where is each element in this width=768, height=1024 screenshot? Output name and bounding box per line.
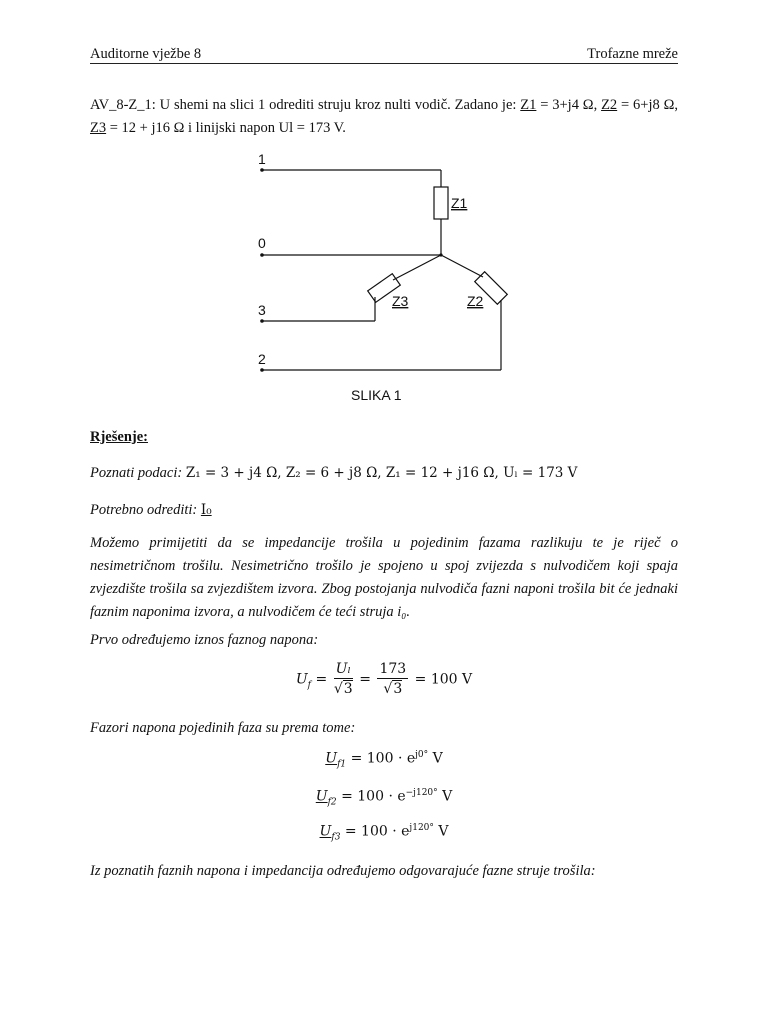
- fraction-1: $\frac{\text{Uₗ}}{√3}$: [333, 661, 353, 697]
- uf-symbol: U: [295, 671, 308, 688]
- z3-label: Z3: [90, 120, 107, 136]
- terminal-0-label: 0: [258, 235, 266, 251]
- explanation-paragraph: Možemo primijetiti da se impedancije trošila u pojedinim fazama razlikuju te je riječ o nesimetričnom trošilu. Nesimetrično trošilo je spojeno u spoj zvijezda s nulvodičem koji spaja zvjezdište trošila sa zvjezdištem izvora. Zbog postojanja nulvodiča fazni naponi trošila bit će jednaki faznim naponima izvora, a nulvodičem će teći struja i₀.: [90, 535, 678, 620]
- circuit-diagram: [0, 0, 768, 420]
- phase-voltage-result: = 100 V: [414, 671, 473, 688]
- z1-label: Z1: [520, 97, 537, 113]
- known-equation: Z₁ = 3 + j4 Ω, Z₂ = 6 + j8 Ω, Z₁ = 12 + j16 Ω, Uₗ = 173 V: [185, 465, 578, 481]
- phase-voltage-intro: Prvo određujemo iznos faznog napona:: [90, 632, 319, 648]
- z2-value: = 6+j8 Ω,: [617, 97, 678, 113]
- z1-value: = 3+j4 Ω,: [536, 97, 602, 113]
- terminal-2-label: 2: [258, 351, 266, 367]
- phasor-equation-3: $U_{f3} = 100 \cdot e^{j120^\circ}$ V: [319, 823, 449, 843]
- z3-diagram-label: Z3: [392, 293, 409, 309]
- phasor-equation-1: $U_{f1} = 100 \cdot e^{j0^\circ}$ V: [325, 750, 443, 770]
- known-prefix: Poznati podaci:: [90, 465, 186, 481]
- figure-caption: SLIKA 1: [351, 387, 402, 403]
- known-data: [90, 462, 678, 485]
- header-right: Trofazne mreže: [587, 46, 678, 62]
- find-equation: I₀: [200, 502, 212, 518]
- z1-resistor: [434, 187, 448, 219]
- z1-diagram-label: Z1: [451, 195, 468, 211]
- solution-title: Rješenje:: [90, 429, 148, 445]
- uf-subscript: f: [307, 680, 311, 691]
- find-line: [90, 499, 678, 522]
- fraction-2: $\frac{173}{√3}$: [379, 661, 407, 697]
- phasor-equation-2: $U_{f2} = 100 \cdot e^{-j120^\circ}$ V: [315, 788, 453, 808]
- currents-intro: Iz poznatih faznih napona i impedancija određujemo odgovarajuće fazne struje trošila:: [90, 863, 596, 879]
- find-prefix: Potrebno odrediti:: [90, 502, 201, 518]
- header-left: Auditorne vježbe 8: [90, 46, 202, 62]
- z3-value: = 12 + j16 Ω i linijski napon Ul = 173 V.: [106, 120, 346, 136]
- terminal-3-label: 3: [258, 302, 266, 318]
- phase-voltage-equation: $U_f$ = $\frac{\text{Uₗ}}{√3}$ = $\frac{173}{√3}$ = 100 V: [295, 661, 473, 697]
- z2-label: Z2: [601, 97, 618, 113]
- task-id: AV_8-Z_1:: [90, 97, 156, 113]
- terminal-1-label: 1: [258, 151, 266, 167]
- phasor-intro: Fazori napona pojedinih faza su prema tome:: [90, 720, 356, 736]
- task-text: U shemi na slici 1 odrediti struju kroz nulti vodič. Zadano je:: [155, 97, 521, 113]
- z2-diagram-label: Z2: [467, 293, 484, 309]
